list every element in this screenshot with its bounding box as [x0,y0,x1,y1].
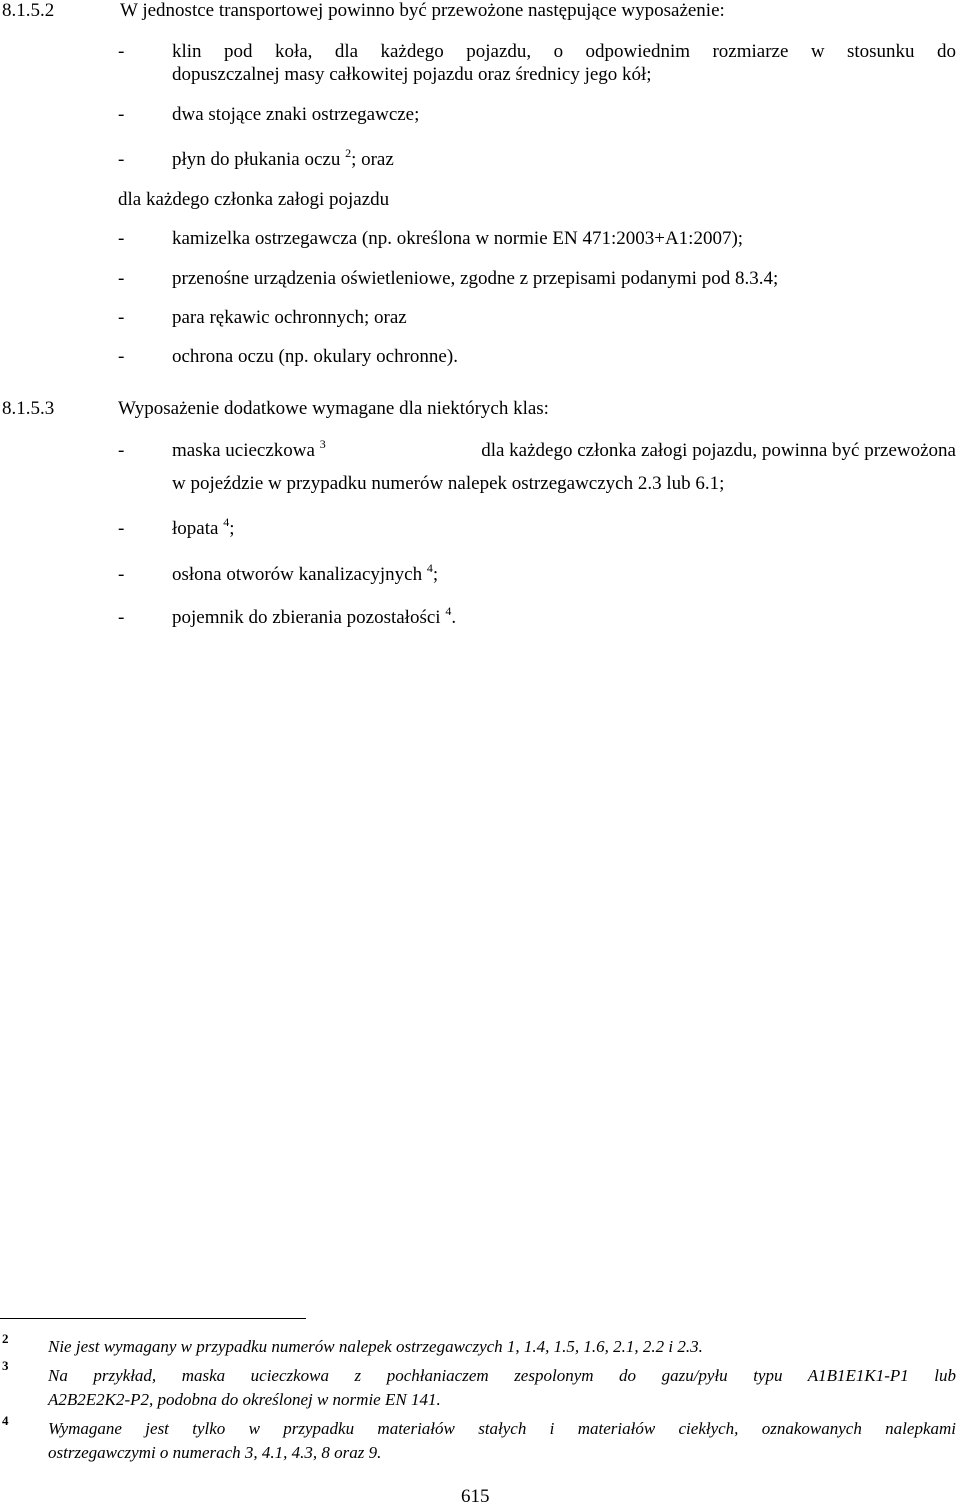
list-dash: - [118,346,125,367]
footnote-text: Na przykład, maska ucieczkowa z pochłaniaczem zespolonym do gazu/pyłu typu A1B1E1K1-P1 lub [48,1366,956,1385]
list-dash: - [118,607,125,628]
list-dash: - [118,228,125,249]
list-item-text: pojemnik do zbierania pozostałości $^4$. [172,604,457,628]
list-item-text: płyn do płukania oczu $^2$; oraz [172,146,394,170]
section-number: 8.1.5.2 [2,0,55,21]
footnote-text-continuation: A2B2E2K2-P2, podobna do określonej w normie EN 141. [48,1390,441,1409]
footnote-reference: 4 [445,604,452,618]
list-item-text: przenośne urządzenia oświetleniowe, zgodne z przepisami podanymi pod 8.3.4; [172,268,779,289]
footnote-text: Nie jest wymagany w przypadku numerów nalepek ostrzegawczych 1, 1.4, 1.5, 1.6, 2.1, 2.2 i 2.3. [48,1337,703,1356]
list-dash: - [118,104,125,125]
list-item-text: klin pod koła, dla każdego pojazdu, o odpowiednim rozmiarze w stosunku do [172,41,956,62]
footnote-reference: 3 [319,437,326,451]
footnote-separator [0,1318,306,1319]
footnote-text: Wymagane jest tylko w przypadku materiałów stałych i materiałów ciekłych, oznakowanych nalepkami [48,1419,956,1438]
list-dash: - [118,564,125,585]
list-dash: - [118,307,125,328]
list-dash: - [118,149,125,170]
section-heading: Wyposażenie dodatkowe wymagane dla niektórych klas: [118,398,549,419]
list-item-text: ochrona oczu (np. okulary ochronne). [172,346,458,367]
list-item-text: kamizelka ostrzegawcza (np. określona w normie EN 471:2003+A1:2007); [172,228,744,249]
footnote-reference: 2 [345,146,352,160]
list-dash: - [118,268,125,289]
list-dash: - [118,440,125,461]
list-item-text: łopata $^4$; [172,515,235,539]
list-item-text-continuation: w pojeździe w przypadku numerów nalepek ostrzegawczych 2.3 lub 6.1; [172,473,725,494]
list-item-text: maska ucieczkowa $^3$ dla każdego członka załogi pojazdu, powinna być przewożona [172,437,956,461]
list-item-text: para rękawic ochronnych; oraz [172,307,407,328]
footnote-number: 3 [2,1358,9,1373]
list-dash: - [118,41,125,62]
crew-intro: dla każdego członka załogi pojazdu [118,189,390,210]
footnote-text-continuation: ostrzegawczymi o numerach 3, 4.1, 4.3, 8 oraz 9. [48,1443,382,1462]
list-item-text: dwa stojące znaki ostrzegawcze; [172,104,420,125]
page-number: 615 [461,1486,490,1507]
footnote-number: 4 [2,1413,9,1428]
section-number: 8.1.5.3 [2,398,55,419]
section-heading: W jednostce transportowej powinno być przewożone następujące wyposażenie: [120,0,725,21]
footnote-number: 2 [2,1331,9,1346]
list-dash: - [118,518,125,539]
footnote-reference: 4 [223,515,230,529]
list-item-text: osłona otworów kanalizacyjnych $^4$; [172,561,439,585]
footnote-reference: 4 [426,561,433,575]
list-item-text-continuation: dopuszczalnej masy całkowitej pojazdu oraz średnicy jego kół; [172,64,652,85]
